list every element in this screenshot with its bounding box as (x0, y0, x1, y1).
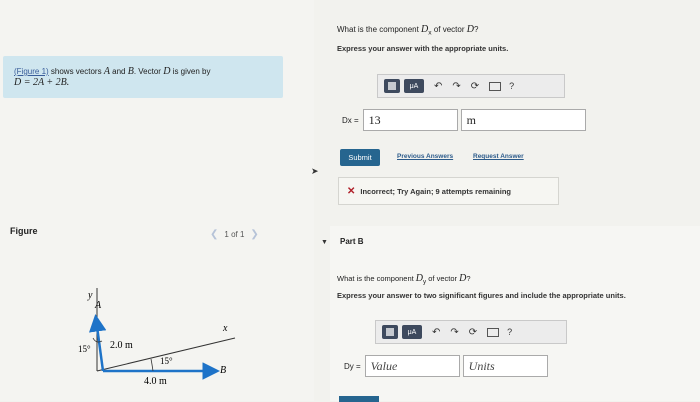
part-a-units-input[interactable]: m (461, 109, 586, 131)
vector-b-label: B (220, 365, 227, 376)
part-a-question: What is the component $D_x$ of vector D? (337, 24, 479, 37)
part-a-instruction: Express your answer with the appropriate units. (337, 44, 509, 53)
problem-intro: (Figure 1) shows vectors A and B. Vector D is given by D = 2A + 2B. (14, 66, 211, 88)
part-b-value-input[interactable]: Value (365, 355, 460, 377)
feedback-text: Incorrect; Try Again; 9 attempts remaining (360, 186, 511, 196)
redo-icon[interactable]: ↷ (452, 80, 461, 92)
part-a-value-input[interactable]: 13 (363, 109, 458, 131)
figure-link[interactable]: (Figure 1) (14, 67, 49, 76)
feedback-box (338, 177, 559, 205)
part-b-units-input[interactable]: Units (463, 355, 548, 377)
undo-icon[interactable]: ↶ (432, 326, 441, 338)
length-a-label: 2.0 m (110, 340, 133, 351)
cursor-icon: ➤ (311, 166, 319, 176)
help-icon[interactable]: ? (509, 81, 515, 91)
help-icon[interactable]: ? (507, 327, 513, 337)
figure-pager (210, 229, 259, 240)
part-b-answer-row (344, 353, 548, 379)
units-button[interactable]: μA (402, 325, 422, 339)
angle-b-label: 15° (160, 356, 173, 366)
y-axis-label: y (88, 290, 93, 301)
previous-answers-link[interactable]: Previous Answers (397, 153, 454, 160)
vector-figure (60, 286, 260, 396)
template-icon[interactable] (384, 79, 400, 93)
template-icon[interactable] (382, 325, 398, 339)
part-b-toolbar (375, 320, 567, 344)
incorrect-icon: ✕ (347, 185, 356, 197)
angle-b-arc (151, 359, 153, 371)
prev-figure-icon[interactable]: ❮ (210, 229, 219, 240)
collapse-icon[interactable]: ▼ (321, 239, 328, 246)
reset-icon[interactable]: ⟳ (468, 326, 478, 338)
angle-a-label: 15° (78, 344, 91, 354)
reset-icon[interactable]: ⟳ (470, 80, 480, 92)
part-b-submit-button[interactable] (339, 396, 379, 402)
intro-equation: D = 2A + 2B. (14, 77, 70, 88)
units-button[interactable]: μA (404, 79, 424, 93)
request-answer-link[interactable]: Request Answer (473, 153, 524, 160)
pager-text: 1 of 1 (224, 230, 245, 239)
part-b-instruction: Express your answer to two significant figures and include the appropriate units. (337, 291, 626, 300)
keyboard-icon[interactable] (487, 328, 499, 337)
part-b-title[interactable]: Part B (340, 237, 364, 246)
undo-icon[interactable]: ↶ (434, 80, 443, 92)
figure-label: Figure (10, 226, 38, 236)
next-figure-icon[interactable]: ❯ (250, 229, 259, 240)
part-b-label: Dy = (344, 361, 361, 371)
part-b-question: What is the component $D_y$ of vector D? (337, 273, 471, 286)
keyboard-icon[interactable] (489, 82, 501, 91)
part-a-answer-row (342, 107, 586, 133)
vector-a-label: A (95, 300, 102, 311)
part-a-label: Dx = (342, 115, 359, 125)
length-b-label: 4.0 m (144, 376, 167, 387)
redo-icon[interactable]: ↷ (450, 326, 459, 338)
x-axis-label: x (223, 323, 228, 334)
submit-button[interactable]: Submit (340, 149, 380, 166)
part-a-toolbar (377, 74, 565, 98)
